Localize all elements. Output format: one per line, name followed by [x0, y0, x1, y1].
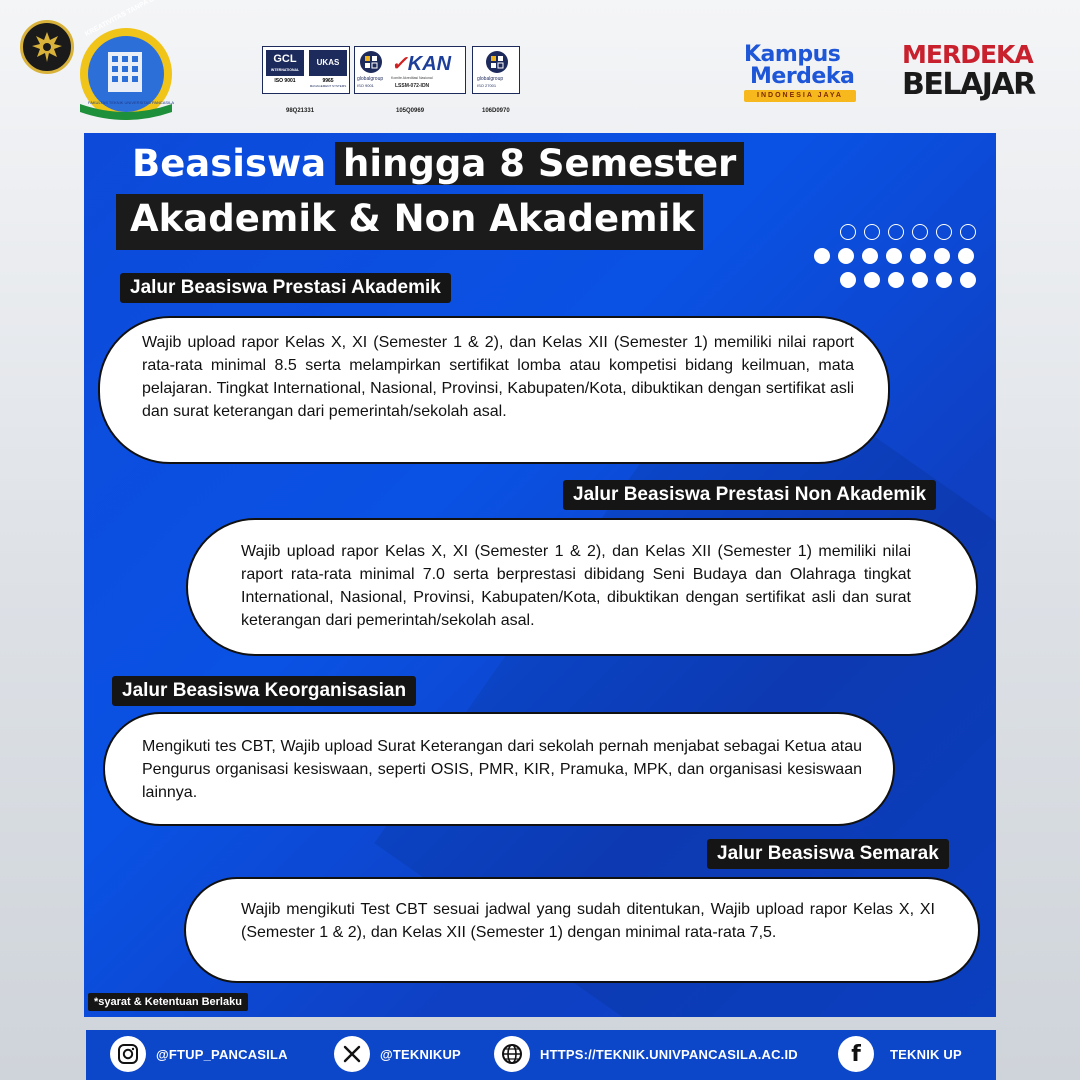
dot [912, 224, 928, 240]
globe-icon [494, 1036, 530, 1072]
footer-instagram[interactable] [110, 1036, 288, 1072]
title-line-2: Akademik & Non Akademik [116, 194, 703, 250]
section-card-akademik [98, 316, 890, 464]
section-card-semarak [184, 877, 980, 983]
global-group-icon [359, 50, 383, 74]
dot [936, 272, 952, 288]
belajar-line2: BELAJAR [902, 67, 1035, 102]
garuda-icon [28, 28, 66, 66]
website-url[interactable]: HTTPS://TEKNIK.UNIVPANCASILA.AC.ID [540, 1046, 798, 1062]
gcl-ukas-cert [262, 46, 350, 94]
ukas-code: 9965 [322, 78, 334, 84]
dot [864, 272, 880, 288]
dot [934, 248, 950, 264]
kan-logo: ✓KAN [391, 53, 452, 75]
dot [864, 224, 880, 240]
title-line-1 [118, 140, 752, 188]
global-kan-cert [354, 46, 466, 94]
title-part2: hingga 8 Semester [335, 142, 744, 185]
kan-sub: Komite Akreditasi Nasional [391, 76, 433, 80]
section-text-keorganisasian: Mengikuti tes CBT, Wajib upload Surat Keterangan dari sekolah pernah menjabat sebagai Ketua atau Pengurus organisasi kesiswaan, seperti OSIS, PMR, KIR, Pramuka, MPK, dan organisasi kesiswaan lainnya. [142, 738, 862, 801]
merdeka-line1: MERDEKA [902, 40, 1033, 69]
kampus-strip: INDONESIA JAYA [744, 90, 856, 102]
global-group-icon-2 [485, 50, 509, 74]
section-card-non-akademik [186, 518, 978, 656]
section-label-akademik: Jalur Beasiswa Prestasi Akademik [120, 273, 451, 303]
garuda-seal-logo [20, 20, 74, 74]
cert-code-2: 105Q0969 [396, 108, 425, 114]
merdeka-belajar-logo [902, 40, 1035, 102]
cert-code-3: 106D0970 [482, 108, 510, 114]
dot [888, 224, 904, 240]
global-group-sub: ISO 9001 [357, 83, 374, 88]
kampus-line1: Kampus [744, 42, 841, 67]
dot [840, 272, 856, 288]
section-text-semarak: Wajib mengikuti Test CBT sesuai jadwal yang sudah ditentukan, Wajib upload rapor Kelas X, XI (Semester 1 & 2), dan Kelas XII (Semester 1) dengan minimal rata-rata 7,5. [241, 901, 935, 941]
dot [838, 248, 854, 264]
dot [862, 248, 878, 264]
x-handle[interactable]: @TEKNIKUP [380, 1046, 461, 1062]
section-label-semarak: Jalur Beasiswa Semarak [707, 839, 949, 869]
certification-logos [262, 46, 524, 116]
global-group-name: globalgroup [357, 76, 384, 82]
section-label-non-akademik: Jalur Beasiswa Prestasi Non Akademik [563, 480, 936, 510]
dot [912, 272, 928, 288]
ukas-sub: MANAGEMENT SYSTEMS [309, 84, 347, 88]
global-group-name-2: globalgroup [477, 76, 504, 82]
section-card-keorganisasian [103, 712, 895, 826]
dot [960, 224, 976, 240]
global-group-sub-2: ISO 27001 [477, 83, 497, 88]
facebook-icon: f [838, 1036, 874, 1072]
title-part1: Beasiswa [132, 142, 327, 185]
cert-code-1: 98Q21331 [286, 108, 315, 114]
dot [910, 248, 926, 264]
ft-logo-subtext: FAKULTAS TEKNIK UNIVERSITAS PANCASILA [88, 100, 175, 105]
ft-up-logo [74, 24, 178, 124]
instagram-icon [110, 1036, 146, 1072]
gcl-badge: GCL INTERNATIONAL [266, 50, 304, 76]
footer-x[interactable] [334, 1036, 461, 1072]
footer-facebook[interactable] [838, 1036, 962, 1072]
dot [840, 224, 856, 240]
facebook-handle[interactable]: TEKNIK UP [890, 1046, 962, 1062]
section-text-non-akademik: Wajib upload rapor Kelas X, XI (Semester 1 & 2), dan Kelas XII (Semester 1) memiliki nilai raport rata-rata minimal 7.0 serta berprestasi dibidang Seni Budaya dan Olahraga tingkat International, Nasional, Provinsi, Kabupaten/Kota, dibuktikan dengan sertifikat asli dan surat keterangan dari pemerintah/sekolah asal. [241, 543, 911, 629]
global-27001-cert [472, 46, 520, 94]
dot [814, 248, 830, 264]
x-twitter-icon [334, 1036, 370, 1072]
dot [958, 248, 974, 264]
dot [886, 248, 902, 264]
dot [888, 272, 904, 288]
gcl-iso: ISO 9001 [274, 78, 296, 84]
kampus-line2: Merdeka [750, 64, 855, 89]
section-label-keorganisasian: Jalur Beasiswa Keorganisasian [112, 676, 416, 706]
footer-website[interactable] [494, 1036, 798, 1072]
section-text-akademik: Wajib upload rapor Kelas X, XI (Semester 1 & 2), dan Kelas XII (Semester 1) memiliki nilai raport rata-rata minimal 8.5 serta melampirkan sertifikat lomba atau kompetisi bidang keilmuan, mata pelajaran. Tingkat International, Nasional, Provinsi, Kabupaten/Kota, dibuktikan dengan sertifikat asli dan surat keterangan dari pemerintah/sekolah asal. [142, 334, 854, 420]
instagram-handle[interactable]: @FTUP_PANCASILA [156, 1046, 288, 1062]
kampus-merdeka-logo [744, 44, 868, 110]
terms-note: *syarat & Ketentuan Berlaku [88, 993, 248, 1011]
dot [936, 224, 952, 240]
dot [960, 272, 976, 288]
ukas-badge: UKAS [309, 50, 347, 76]
kan-code: LSSM-072-IDN [395, 83, 430, 89]
